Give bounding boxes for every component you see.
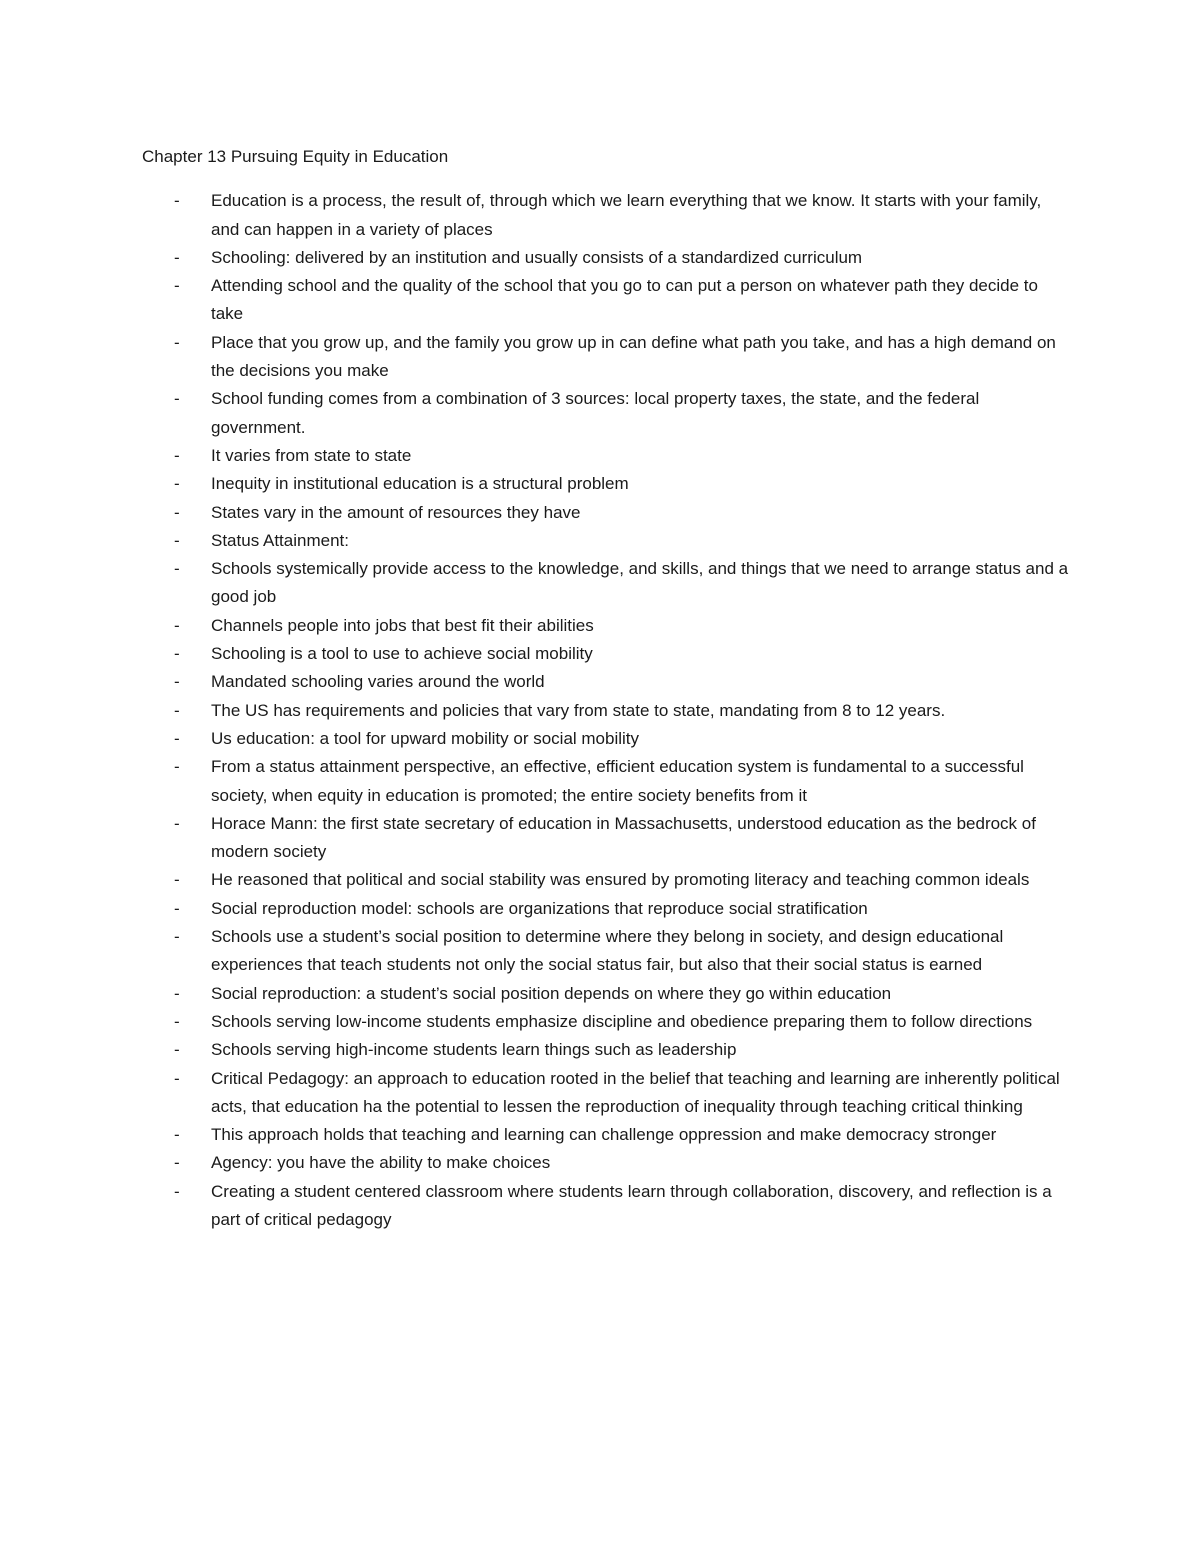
list-item-text: From a status attainment perspective, an effective, efficient education system is fundamental to a successful society, when equity in education is promoted; the entire society benefits from it [211, 757, 1024, 805]
list-item [142, 1036, 1072, 1064]
bullet-dash: - [174, 530, 180, 550]
list-item-text: He reasoned that political and social stability was ensured by promoting literacy and teaching common ideals [211, 870, 1030, 890]
bullet-dash: - [174, 445, 180, 465]
list-item [142, 527, 1072, 555]
list-item-text: Attending school and the quality of the school that you go to can put a person on whatever path they decide to take [211, 276, 1038, 324]
bullet-dash: - [174, 700, 180, 720]
bullet-dash: - [174, 474, 180, 494]
bullet-dash: - [174, 728, 180, 748]
bullet-dash: - [174, 1040, 180, 1060]
list-item-text: Schools systemically provide access to the knowledge, and skills, and things that we need to arrange status and a good job [211, 559, 1069, 607]
list-item-text: It varies from state to state [211, 445, 412, 465]
bullet-dash: - [174, 644, 180, 664]
document-body [142, 143, 1072, 1234]
list-item-text: Place that you grow up, and the family you grow up in can define what path you take, and has a high demand on the decisions you make [211, 332, 1056, 381]
list-item-text: Social reproduction model: schools are organizations that reproduce social stratification [211, 898, 868, 918]
list-item [142, 272, 1072, 329]
list-item [142, 725, 1072, 753]
list-item-text: Schooling is a tool to use to achieve social mobility [211, 644, 593, 664]
list-item-text: Status Attainment: [211, 530, 349, 550]
bullet-dash: - [174, 813, 180, 833]
list-item [142, 244, 1072, 272]
list-item [142, 668, 1072, 696]
list-item [142, 1008, 1072, 1036]
bullet-dash: - [174, 1181, 180, 1201]
list-item-text: Education is a process, the result of, through which we learn everything that we know. It starts with your family, and can happen in a variety of places [211, 191, 1042, 239]
list-item-text: This approach holds that teaching and learning can challenge oppression and make democracy stronger [211, 1125, 997, 1145]
list-item [142, 470, 1072, 498]
bullet-dash: - [174, 1125, 180, 1145]
bullet-dash: - [174, 559, 180, 579]
list-item-text: The US has requirements and policies that vary from state to state, mandating from 8 to 12 years. [211, 700, 946, 720]
bullet-dash: - [174, 1068, 180, 1088]
list-item [142, 810, 1072, 867]
list-item-text: States vary in the amount of resources they have [211, 502, 581, 522]
notes-list [142, 187, 1072, 1234]
document-title: Chapter 13 Pursuing Equity in Education [142, 147, 449, 166]
list-item [142, 1121, 1072, 1149]
list-item [142, 1065, 1072, 1122]
list-item [142, 697, 1072, 725]
list-item [142, 329, 1072, 386]
list-item [142, 442, 1072, 470]
bullet-dash: - [174, 672, 180, 692]
list-item [142, 1149, 1072, 1177]
list-item-text: Social reproduction: a student’s social position depends on where they go within education [211, 983, 892, 1003]
bullet-dash: - [174, 898, 180, 918]
bullet-dash: - [174, 983, 180, 1003]
bullet-dash: - [174, 276, 180, 296]
list-item [142, 895, 1072, 923]
list-item [142, 980, 1072, 1008]
list-item-text: Critical Pedagogy: an approach to education rooted in the belief that teaching and learning are inherently political acts, that education ha the potential to lessen the reproduction of inequality through teaching critical thinking [211, 1068, 1060, 1116]
bullet-dash: - [174, 927, 180, 947]
bullet-dash: - [174, 247, 180, 267]
list-item [142, 612, 1072, 640]
list-item-text: Us education: a tool for upward mobility or social mobility [211, 728, 640, 748]
list-item-text: Inequity in institutional education is a structural problem [211, 474, 629, 494]
bullet-dash: - [174, 502, 180, 522]
list-item-text: Mandated schooling varies around the world [211, 672, 545, 692]
list-item-text: Schooling: delivered by an institution and usually consists of a standardized curriculum [211, 247, 863, 267]
list-item-text: Agency: you have the ability to make choices [211, 1153, 551, 1173]
list-item [142, 555, 1072, 612]
list-item-text: Horace Mann: the first state secretary of education in Massachusetts, understood education as the bedrock of modern society [211, 813, 1036, 862]
list-item [142, 187, 1072, 244]
list-item [142, 499, 1072, 527]
list-item [142, 1178, 1072, 1235]
list-item-text: Schools use a student’s social position to determine where they belong in society, and design educational experiences that teach students not only the social status fair, but also that their social status is earned [211, 927, 1004, 975]
list-item [142, 753, 1072, 810]
list-item [142, 640, 1072, 668]
bullet-dash: - [174, 191, 180, 211]
bullet-dash: - [174, 389, 180, 409]
bullet-dash: - [174, 615, 180, 635]
bullet-dash: - [174, 757, 180, 777]
bullet-dash: - [174, 1011, 180, 1031]
list-item-text: Schools serving low-income students emphasize discipline and obedience preparing them to follow directions [211, 1011, 1033, 1031]
bullet-dash: - [174, 1153, 180, 1173]
list-item-text: Channels people into jobs that best fit their abilities [211, 615, 594, 635]
list-item-text: Creating a student centered classroom where students learn through collaboration, discovery, and reflection is a part of critical pedagogy [211, 1181, 1052, 1229]
bullet-dash: - [174, 332, 180, 352]
list-item [142, 866, 1072, 894]
list-item [142, 385, 1072, 442]
bullet-dash: - [174, 870, 180, 890]
list-item-text: School funding comes from a combination of 3 sources: local property taxes, the state, and the federal government. [211, 389, 980, 437]
list-item-text: Schools serving high-income students learn things such as leadership [211, 1040, 737, 1060]
list-item [142, 923, 1072, 980]
